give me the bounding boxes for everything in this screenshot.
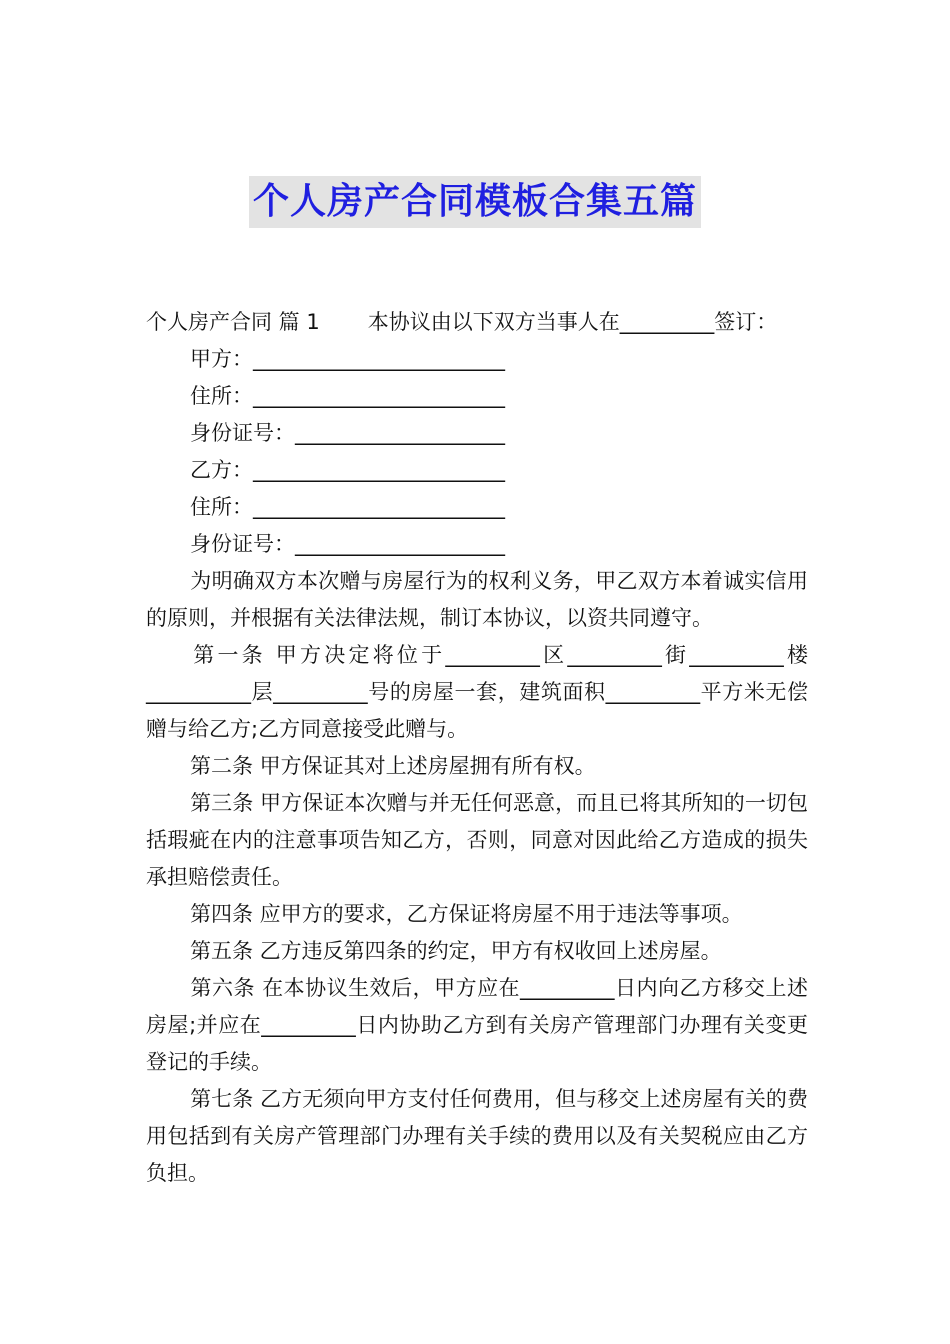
party-a-name: 甲方：________________________: [190, 347, 505, 371]
paragraph-article-1: 第一条 甲方决定将位于_________区_________街_________楼__________层_________号的房屋一套，建筑面积_________平方米无偿赠与给乙方;乙方同意接受此赠与。: [146, 643, 808, 741]
intro-text: 本协议由以下双方当事人在_________签订：: [367, 310, 778, 334]
paragraph-article-3: 第三条 甲方保证本次赠与并无任何恶意，而且已将其所知的一切包括瑕疵在内的注意事项告知乙方，否则，同意对因此给乙方造成的损失承担赔偿责任。: [146, 791, 808, 889]
party-b-id: 身份证号：____________________: [190, 532, 505, 556]
party-a-address: 住所：________________________: [190, 384, 505, 408]
paragraph-article-4: 第四条 应甲方的要求，乙方保证将房屋不用于违法等事项。: [190, 902, 743, 926]
section-heading: 个人房产合同 篇 1: [146, 310, 320, 334]
document-title: 个人房产合同模板合集五篇: [249, 176, 701, 228]
document-body: [146, 304, 808, 1192]
paragraph-article-5: 第五条 乙方违反第四条的约定，甲方有权收回上述房屋。: [190, 939, 722, 963]
party-b-name: 乙方：________________________: [190, 458, 505, 482]
paragraph-article-7: 第七条 乙方无须向甲方支付任何费用，但与移交上述房屋有关的费用包括到有关房产管理部门办理有关手续的费用以及有关契税应由乙方负担。: [146, 1087, 808, 1185]
party-b-address: 住所：________________________: [190, 495, 505, 519]
party-a-id: 身份证号：____________________: [190, 421, 505, 445]
paragraph-article-2: 第二条 甲方保证其对上述房屋拥有所有权。: [190, 754, 596, 778]
title-container: [0, 176, 950, 228]
paragraph-purpose: 为明确双方本次赠与房屋行为的权利义务，甲乙双方本着诚实信用的原则，并根据有关法律法规，制订本协议，以资共同遵守。: [146, 569, 808, 630]
paragraph-article-6: 第六条 在本协议生效后，甲方应在_________日内向乙方移交上述房屋;并应在_________日内协助乙方到有关房产管理部门办理有关变更登记的手续。: [146, 976, 808, 1074]
intro-line: [146, 304, 808, 341]
